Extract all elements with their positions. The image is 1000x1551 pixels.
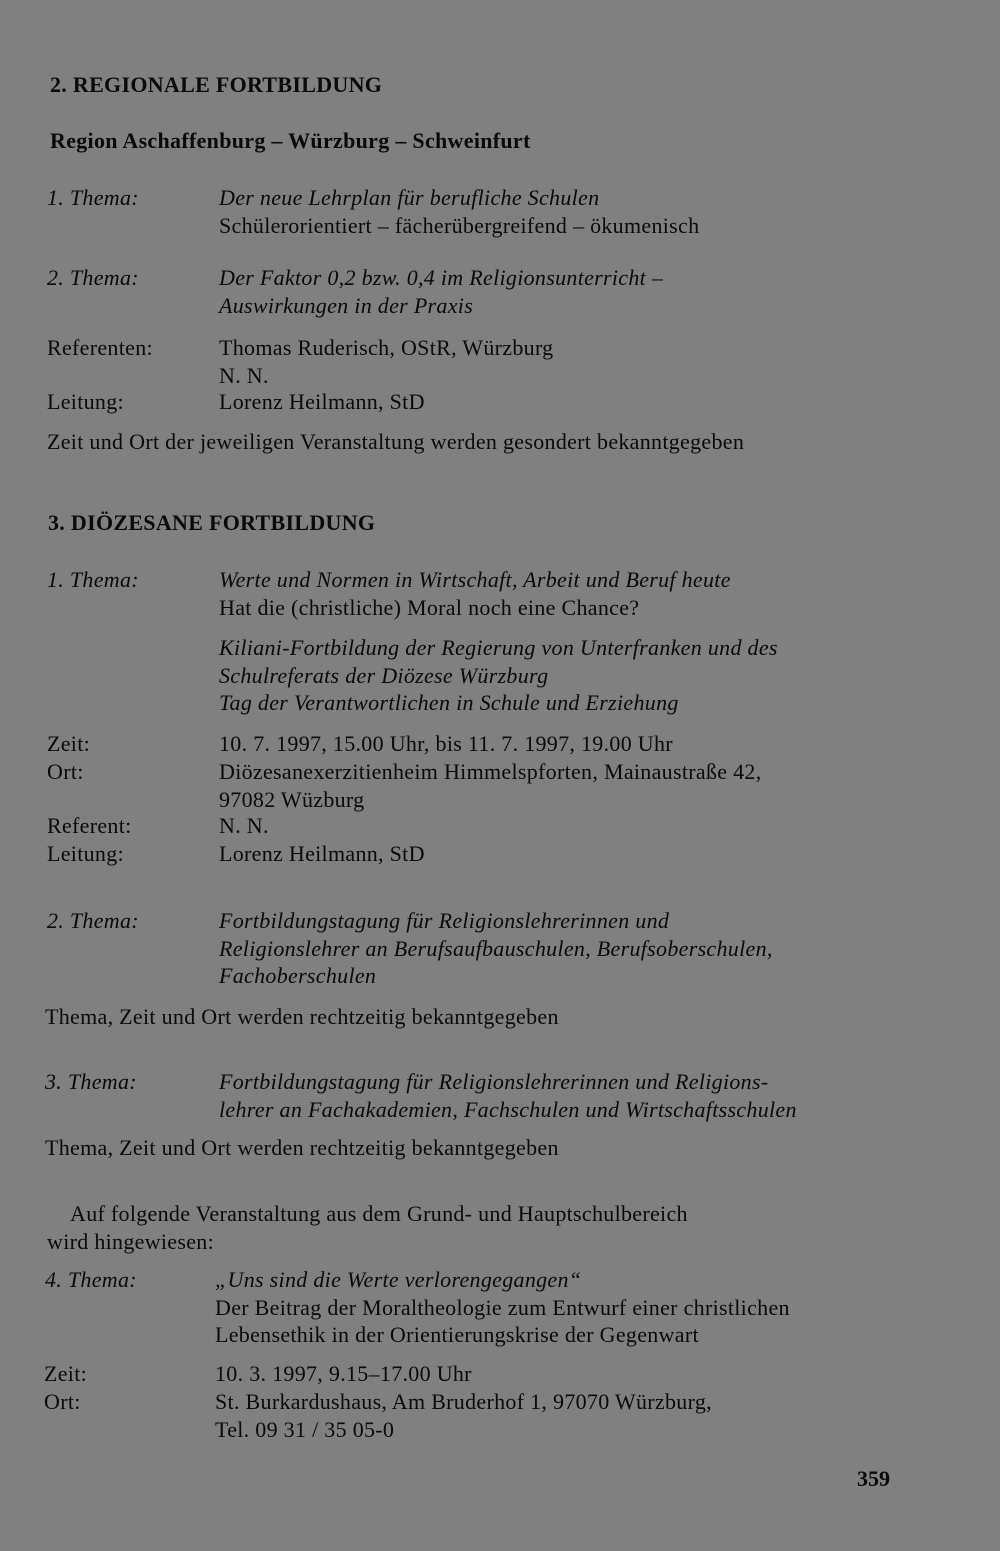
- sec3-referent-value: N. N.: [219, 813, 269, 838]
- sec3-topic2-text: [219, 907, 773, 990]
- sec2-topic1-label: 1. Thema:: [47, 185, 139, 210]
- sec2-topic2-line1: Der Faktor 0,2 bzw. 0,4 im Religionsunterricht –: [219, 265, 664, 290]
- sec3-topic4-ort-value: [215, 1388, 712, 1443]
- page-number: 359: [857, 1466, 890, 1491]
- region-heading: Region Aschaffenburg – Würzburg – Schweinfurt: [50, 128, 531, 153]
- sec3-topic4-label: 4. Thema:: [45, 1267, 137, 1292]
- sec3-topic4-ort-line2: Tel. 09 31 / 35 05-0: [215, 1416, 395, 1442]
- sec3-topic4-zeit-value: 10. 3. 1997, 9.15–17.00 Uhr: [215, 1361, 472, 1386]
- sec2-topic2-line2: Auswirkungen in der Praxis: [219, 292, 474, 318]
- sec2-topic2-text: [219, 264, 663, 319]
- sec2-referenten-value: [219, 334, 553, 389]
- sec3-topic3-note: Thema, Zeit und Ort werden rechtzeitig bekanntgegeben: [45, 1135, 559, 1160]
- sec3-topic2-line1: Fortbildungstagung für Religionslehrerinnen und: [219, 908, 670, 933]
- sec3-topic4-ort-label: Ort:: [44, 1389, 81, 1414]
- hint-line1: Auf folgende Veranstaltung aus dem Grund- und Hauptschulbereich: [70, 1201, 688, 1226]
- sec3-ort-line1: Diözesanexerzitienheim Himmelspforten, Mainaustraße 42,: [219, 759, 762, 784]
- sec3-topic1-title: Werte und Normen in Wirtschaft, Arbeit und Beruf heute: [219, 567, 731, 592]
- sec3-topic4-text: [215, 1266, 790, 1349]
- sec3-organizer-line1: Kiliani-Fortbildung der Regierung von Unterfranken und des: [219, 635, 778, 660]
- hint-line2: wird hingewiesen:: [47, 1228, 215, 1254]
- sec3-topic3-line1: Fortbildungstagung für Religionslehrerinnen und Religions-: [219, 1069, 769, 1094]
- sec3-organizer-line3: Tag der Verantwortlichen in Schule und Erziehung: [219, 690, 679, 715]
- sec2-referent-2: N. N.: [219, 362, 269, 388]
- sec3-topic1-subtitle: Hat die (christliche) Moral noch eine Chance?: [219, 594, 640, 620]
- sec3-topic3-line2: lehrer an Fachakademien, Fachschulen und Wirtschaftsschulen: [219, 1096, 797, 1122]
- sec2-topic2-label: 2. Thema:: [47, 265, 139, 290]
- sec3-topic4-title: „Uns sind die Werte verlorengegangen“: [215, 1267, 582, 1292]
- sec3-organizer-line2: Schulreferats der Diözese Würzburg: [219, 662, 549, 688]
- sec2-topic1-subtitle: Schülerorientiert – fächerübergreifend – ökumenisch: [219, 212, 700, 238]
- sec2-note: Zeit und Ort der jeweiligen Veranstaltung werden gesondert bekanntgegeben: [47, 429, 745, 454]
- sec2-leitung-label: Leitung:: [47, 389, 124, 414]
- sec3-topic2-note: Thema, Zeit und Ort werden rechtzeitig bekanntgegeben: [45, 1004, 559, 1029]
- sec3-topic4-line3: Lebensethik in der Orientierungskrise der Gegenwart: [215, 1322, 699, 1347]
- sec3-topic3-label: 3. Thema:: [45, 1069, 137, 1094]
- sec3-topic4-ort-line1: St. Burkardushaus, Am Bruderhof 1, 97070 Würzburg,: [215, 1389, 712, 1414]
- sec3-topic1-text: [219, 566, 731, 621]
- sec3-leitung-label: Leitung:: [47, 841, 124, 866]
- sec3-topic2-line3: Fachoberschulen: [219, 963, 377, 988]
- sec3-ort-line2: 97082 Wüzburg: [219, 786, 365, 812]
- sec3-topic1-label: 1. Thema:: [47, 567, 139, 592]
- sec3-zeit-value: 10. 7. 1997, 15.00 Uhr, bis 11. 7. 1997, 19.00 Uhr: [219, 731, 673, 756]
- sec3-topic1-organizer: [219, 634, 778, 717]
- sec2-referent-1: Thomas Ruderisch, OStR, Würzburg: [219, 335, 554, 360]
- sec3-ort-label: Ort:: [47, 759, 84, 784]
- sec3-leitung-value: Lorenz Heilmann, StD: [219, 841, 425, 866]
- sec2-topic1-title: Der neue Lehrplan für berufliche Schulen: [219, 185, 600, 210]
- sec3-topic3-text: [219, 1068, 797, 1123]
- sec3-topic4-line2: Der Beitrag der Moraltheologie zum Entwurf einer christlichen: [215, 1294, 790, 1320]
- sec2-referenten-label: Referenten:: [47, 335, 153, 360]
- sec3-topic2-label: 2. Thema:: [47, 908, 139, 933]
- section-3-heading: 3. DIÖZESANE FORTBILDUNG: [48, 510, 376, 535]
- sec3-topic4-zeit-label: Zeit:: [44, 1361, 88, 1386]
- section-2-heading: 2. REGIONALE FORTBILDUNG: [50, 72, 383, 97]
- hint-paragraph: [47, 1200, 688, 1255]
- sec2-leitung-value: Lorenz Heilmann, StD: [219, 389, 425, 414]
- sec3-zeit-label: Zeit:: [47, 731, 91, 756]
- sec3-ort-value: [219, 758, 762, 813]
- sec3-topic2-line2: Religionslehrer an Berufsaufbauschulen, Berufsoberschulen,: [219, 935, 773, 961]
- sec3-referent-label: Referent:: [47, 813, 132, 838]
- sec2-topic1-text: [219, 184, 699, 239]
